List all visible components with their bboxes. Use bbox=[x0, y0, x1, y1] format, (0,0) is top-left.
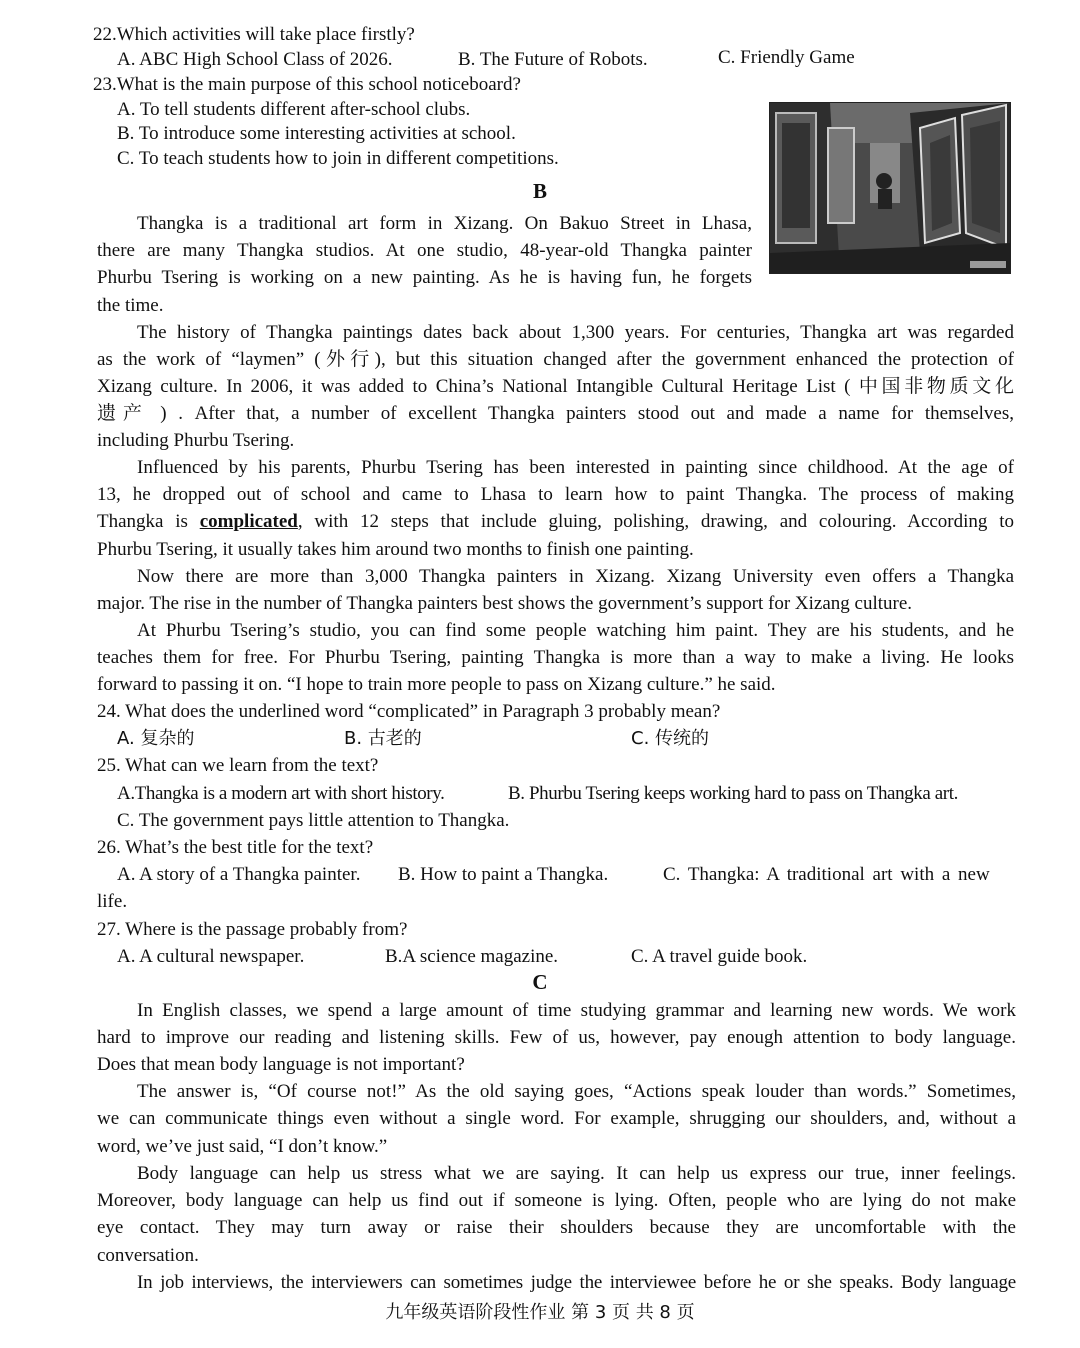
q23-stem: 23.What is the main purpose of this school noticeboard? bbox=[93, 74, 521, 95]
c-p3-line2: Moreover, body language can help us find out if someone is lying. Often, people who are lying do not make bbox=[97, 1190, 1016, 1211]
b-p2-line3: Xizang culture. In 2006, it was added to China’s National Intangible Cultural Heritage List ( 中国非物质文化 bbox=[97, 376, 1014, 397]
b-p1-line3: Phurbu Tsering is working on a new painting. As he is having fun, he forgets bbox=[97, 267, 752, 288]
q23-option-c: C. To teach students how to join in different competitions. bbox=[117, 148, 559, 169]
q22-option-a: A. ABC High School Class of 2026. bbox=[117, 49, 393, 70]
q24-stem: 24. What does the underlined word “complicated” in Paragraph 3 probably mean? bbox=[97, 701, 721, 722]
c-p4-line1: In job interviews, the interviewers can sometimes judge the interviewee before he or she speaks. Body language bbox=[137, 1272, 1016, 1293]
q22-stem: 22.Which activities will take place firstly? bbox=[93, 24, 415, 45]
c-p1-line3: Does that mean body language is not important? bbox=[97, 1054, 465, 1075]
q25-option-b: B. Phurbu Tsering keeps working hard to pass on Thangka art. bbox=[508, 783, 958, 804]
c-p2-line1: The answer is, “Of course not!” As the old saying goes, “Actions speak louder than words.” Sometimes, bbox=[137, 1081, 1016, 1102]
b-p3-line3 bbox=[97, 508, 1014, 535]
b-p4-line1: Now there are more than 3,000 Thangka painters in Xizang. Xizang University even offers a Thangka bbox=[137, 566, 1014, 587]
q26-option-b: B. How to paint a Thangka. bbox=[398, 864, 609, 885]
c-p3-line1: Body language can help us stress what we are saying. It can help us express our true, inner feelings. bbox=[137, 1163, 1016, 1184]
q24-option-b: B. 古老的 bbox=[344, 728, 422, 749]
c-p3-line3: eye contact. They may turn away or raise their shoulders because they are uncomfortable with the bbox=[97, 1217, 1016, 1238]
q24-option-a: A. 复杂的 bbox=[117, 728, 195, 749]
c-p2-line3: word, we’ve just said, “I don’t know.” bbox=[97, 1136, 388, 1157]
c-p3-line4: conversation. bbox=[97, 1245, 199, 1266]
q25-option-a: A.Thangka is a modern art with short history. bbox=[117, 783, 445, 804]
b-p3-line2: 13, he dropped out of school and came to Lhasa to learn how to paint Thangka. The process of making bbox=[97, 484, 1014, 505]
b-p1-line1: Thangka is a traditional art form in Xizang. On Bakuo Street in Lhasa, bbox=[137, 213, 752, 234]
q27-option-a: A. A cultural newspaper. bbox=[117, 946, 305, 967]
q27-stem: 27. Where is the passage probably from? bbox=[97, 919, 408, 940]
q26-option-c-cont: life. bbox=[97, 891, 128, 912]
c-p1-line2: hard to improve our reading and listening skills. Few of us, however, pay enough attention to body language. bbox=[97, 1027, 1016, 1048]
q27-option-b: B.A science magazine. bbox=[385, 946, 559, 967]
b-p4-line2: major. The rise in the number of Thangka painters best shows the government’s support for Xizang culture. bbox=[97, 593, 913, 614]
q27-option-c: C. A travel guide book. bbox=[631, 946, 808, 967]
b-p1-line2: there are many Thangka studios. At one studio, 48-year-old Thangka painter bbox=[97, 240, 752, 261]
q23-option-a: A. To tell students different after-school clubs. bbox=[117, 99, 471, 120]
b-p3-line3-pre: Thangka is bbox=[97, 511, 200, 532]
q22-option-b: B. The Future of Robots. bbox=[458, 49, 648, 70]
q23-option-b: B. To introduce some interesting activities at school. bbox=[117, 123, 516, 144]
q25-option-c: C. The government pays little attention to Thangka. bbox=[117, 810, 510, 831]
b-p2-line4: 遗产 ) . After that, a number of excellent Thangka painters stood out and made a name for themselves, bbox=[97, 403, 1014, 424]
b-p2-line5: including Phurbu Tsering. bbox=[97, 430, 295, 451]
page-footer: 九年级英语阶段性作业 第 3 页 共 8 页 bbox=[385, 1302, 695, 1323]
b-p3-line1: Influenced by his parents, Phurbu Tsering has been interested in painting since childhood. At the age of bbox=[137, 457, 1014, 478]
c-p2-line2: we can communicate things even without a single word. For example, shrugging our shoulders, and, without a bbox=[97, 1108, 1016, 1129]
underlined-word-complicated: complicated bbox=[199, 511, 298, 532]
b-p5-line2: teaches them for free. For Phurbu Tsering, painting Thangka is more than a way to make a living. He looks bbox=[97, 647, 1014, 668]
q22-option-c: C. Friendly Game bbox=[718, 47, 855, 68]
section-b-heading: B bbox=[532, 179, 547, 203]
q26-stem: 26. What’s the best title for the text? bbox=[97, 837, 374, 858]
q26-option-c: C. Thangka: A traditional art with a new bbox=[663, 864, 990, 885]
b-p2-line1: The history of Thangka paintings dates back about 1,300 years. For centuries, Thangka art was regarded bbox=[137, 322, 1014, 343]
q25-stem: 25. What can we learn from the text? bbox=[97, 755, 379, 776]
b-p3-line4: Phurbu Tsering, it usually takes him around two months to finish one painting. bbox=[97, 539, 694, 560]
c-p1-line1: In English classes, we spend a large amount of time studying grammar and learning new words. We work bbox=[137, 1000, 1016, 1021]
b-p1-line4: the time. bbox=[97, 295, 164, 316]
b-p2-line2: as the work of “laymen” (外行), but this situation changed after the government enhanced the protection of bbox=[97, 349, 1014, 370]
section-c-heading: C bbox=[532, 970, 548, 994]
b-p5-line3: forward to passing it on. “I hope to train more people to pass on Xizang culture.” he said. bbox=[97, 674, 776, 695]
b-p5-line1: At Phurbu Tsering’s studio, you can find some people watching him paint. They are his students, and he bbox=[137, 620, 1014, 641]
q24-option-c: C. 传统的 bbox=[631, 728, 710, 749]
q26-option-a: A. A story of a Thangka painter. bbox=[117, 864, 361, 885]
b-p3-line3-post: , with 12 steps that include gluing, polishing, drawing, and colouring. According to bbox=[297, 511, 1014, 532]
